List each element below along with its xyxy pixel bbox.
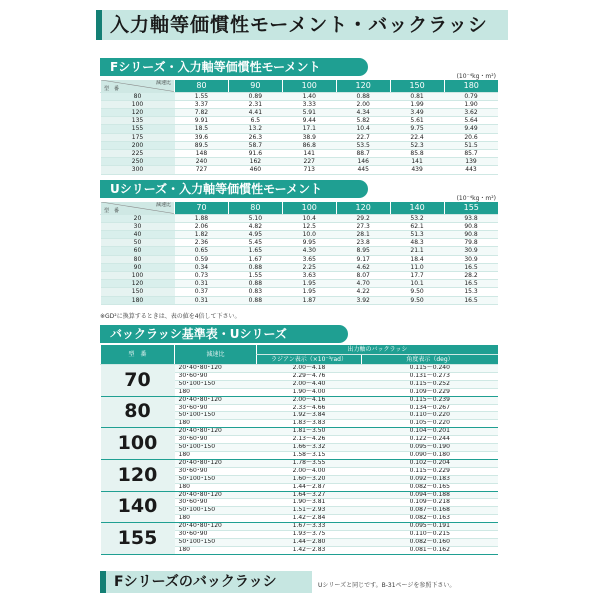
table-cell: 53.5	[336, 141, 390, 149]
table-cell: 3.63	[282, 271, 336, 279]
degree-value-cell: 0.102〜0.204	[362, 459, 499, 467]
table-cell: 13.2	[228, 125, 282, 133]
header-output-backlash: 出力軸のバックラッシ	[257, 345, 499, 355]
degree-value-cell: 0.122〜0.244	[362, 436, 499, 444]
backlash-standard-heading: バックラッシ基準表・Uシリーズ	[100, 325, 348, 343]
table-cell: 51.3	[390, 230, 444, 238]
column-header-model: 180	[444, 80, 498, 92]
header-ratio: 減速比	[175, 345, 257, 365]
ratio-cell: 180	[175, 515, 257, 523]
table-cell: 1.95	[282, 280, 336, 288]
column-header-model: 100	[282, 202, 336, 214]
degree-value-cell: 0.090〜0.180	[362, 451, 499, 459]
radian-value-cell: 1.90〜4.00	[257, 388, 362, 396]
table-row	[101, 100, 499, 108]
degree-value-cell: 0.115〜0.229	[362, 467, 499, 475]
degree-value-cell: 0.131〜0.273	[362, 372, 499, 380]
table-cell: 3.65	[282, 255, 336, 263]
ratio-cell: 20･40･80･120	[175, 491, 257, 499]
radian-value-cell: 1.81〜3.50	[257, 428, 362, 436]
table-cell: 5.91	[282, 108, 336, 116]
radian-value-cell: 1.64〜3.27	[257, 491, 362, 499]
table-cell: 16.5	[444, 280, 498, 288]
table-cell: 11.0	[390, 263, 444, 271]
radian-value-cell: 2.29〜4.76	[257, 372, 362, 380]
table-cell: 4.95	[228, 230, 282, 238]
table-cell: 0.37	[175, 288, 229, 296]
degree-value-cell: 0.104〜0.201	[362, 428, 499, 436]
model-number-cell: 100	[101, 428, 175, 460]
ratio-cell: 50･100･150	[175, 538, 257, 546]
table-row	[101, 491, 499, 499]
table-cell: 4.30	[282, 247, 336, 255]
ratio-cell: 30･60･90	[175, 404, 257, 412]
table-cell: 52.3	[390, 141, 444, 149]
table-header-row	[101, 202, 499, 214]
degree-value-cell: 0.082〜0.160	[362, 538, 499, 546]
table-cell: 15.3	[444, 288, 498, 296]
table-cell: 51.5	[444, 141, 498, 149]
table-cell: 58.7	[228, 141, 282, 149]
row-header-ratio: 120	[101, 280, 175, 288]
column-header-model: 155	[444, 202, 498, 214]
table-cell: 17.7	[390, 271, 444, 279]
header-model: 型 番	[101, 345, 175, 365]
degree-value-cell: 0.109〜0.218	[362, 499, 499, 507]
table-cell: 3.33	[282, 100, 336, 108]
table-row	[101, 523, 499, 531]
table-cell: 0.59	[175, 255, 229, 263]
table-cell: 1.82	[175, 230, 229, 238]
table-cell: 1.88	[175, 214, 229, 222]
degree-value-cell: 0.094〜0.188	[362, 491, 499, 499]
table-cell: 22.4	[390, 133, 444, 141]
table-cell: 23.8	[336, 239, 390, 247]
ratio-cell: 30･60･90	[175, 499, 257, 507]
table-cell: 139	[444, 158, 498, 166]
table-row	[101, 271, 499, 279]
ratio-cell: 180	[175, 483, 257, 491]
u-series-unit: (10⁻⁴kg・m²)	[456, 195, 496, 202]
table-row	[101, 92, 499, 100]
radian-value-cell: 1.83〜3.83	[257, 420, 362, 428]
table-cell: 18.5	[175, 125, 229, 133]
ratio-cell: 180	[175, 546, 257, 554]
degree-value-cell: 0.134〜0.267	[362, 404, 499, 412]
column-header-model: 100	[282, 80, 336, 92]
table-cell: 5.61	[390, 117, 444, 125]
table-cell: 0.88	[228, 263, 282, 271]
ratio-cell: 180	[175, 451, 257, 459]
table-cell: 5.45	[228, 239, 282, 247]
model-number-cell: 70	[101, 365, 175, 397]
table-cell: 0.31	[175, 280, 229, 288]
table-cell: 2.36	[175, 239, 229, 247]
model-number-cell: 120	[101, 459, 175, 491]
table-cell: 4.22	[336, 288, 390, 296]
radian-value-cell: 2.00〜4.16	[257, 396, 362, 404]
table-cell: 38.9	[282, 133, 336, 141]
table-cell: 445	[336, 166, 390, 174]
row-header-ratio: 80	[101, 255, 175, 263]
table-cell: 9.49	[444, 125, 498, 133]
table-cell: 5.64	[444, 117, 498, 125]
table-cell: 90.8	[444, 230, 498, 238]
table-cell: 1.40	[282, 92, 336, 100]
table-cell: 18.4	[390, 255, 444, 263]
table-cell: 2.00	[336, 100, 390, 108]
table-row	[101, 166, 499, 174]
row-header-ratio: 180	[101, 296, 175, 304]
f-series-backlash-heading: Fシリーズのバックラッシ	[100, 571, 312, 593]
table-cell: 1.65	[228, 247, 282, 255]
table-cell: 93.8	[444, 214, 498, 222]
table-cell: 89.5	[175, 141, 229, 149]
table-cell: 1.90	[444, 100, 498, 108]
table-cell: 0.31	[175, 296, 229, 304]
column-header-model: 120	[336, 80, 390, 92]
table-cell: 53.2	[390, 214, 444, 222]
degree-value-cell: 0.081〜0.162	[362, 546, 499, 554]
f-series-inertia-heading: Fシリーズ・入力軸等価慣性モーメント	[100, 58, 368, 76]
model-number-cell: 155	[101, 523, 175, 555]
table-cell: 62.1	[390, 222, 444, 230]
ratio-cell: 180	[175, 420, 257, 428]
column-header-model: 90	[228, 80, 282, 92]
table-cell: 1.55	[228, 271, 282, 279]
radian-value-cell: 1.78〜3.55	[257, 459, 362, 467]
table-cell: 0.79	[444, 92, 498, 100]
table-cell: 29.2	[336, 214, 390, 222]
corner-ratio-label: 減速比	[155, 202, 171, 208]
table-cell: 5.82	[336, 117, 390, 125]
corner-model-label: 型 番	[104, 207, 120, 214]
radian-value-cell: 1.92〜3.84	[257, 412, 362, 420]
table-row	[101, 239, 499, 247]
ratio-cell: 30･60･90	[175, 372, 257, 380]
ratio-cell: 50･100･150	[175, 507, 257, 515]
table-row	[101, 149, 499, 157]
table-cell: 20.6	[444, 133, 498, 141]
table-row	[101, 158, 499, 166]
row-header-ratio: 50	[101, 239, 175, 247]
table-cell: 10.4	[282, 214, 336, 222]
table-cell: 3.62	[444, 108, 498, 116]
table-cell: 240	[175, 158, 229, 166]
ratio-cell: 20･40･80･120	[175, 459, 257, 467]
table-cell: 0.88	[228, 280, 282, 288]
table-cell: 10.4	[336, 125, 390, 133]
degree-value-cell: 0.109〜0.229	[362, 388, 499, 396]
ratio-cell: 20･40･80･120	[175, 365, 257, 373]
table-cell: 4.62	[336, 263, 390, 271]
header-degree: 角度表示（deg）	[362, 355, 499, 365]
degree-value-cell: 0.110〜0.215	[362, 531, 499, 539]
radian-value-cell: 1.58〜3.15	[257, 451, 362, 459]
table-row	[101, 108, 499, 116]
table-row	[101, 288, 499, 296]
u-series-inertia-heading: Uシリーズ・入力軸等価慣性モーメント	[100, 180, 368, 198]
table-cell: 5.10	[228, 214, 282, 222]
ratio-cell: 50･100･150	[175, 380, 257, 388]
table-cell: 16.5	[444, 296, 498, 304]
table-cell: 0.88	[336, 92, 390, 100]
degree-value-cell: 0.115〜0.240	[362, 365, 499, 373]
table-cell: 0.73	[175, 271, 229, 279]
column-header-model: 80	[228, 202, 282, 214]
ratio-cell: 50･100･150	[175, 475, 257, 483]
ratio-cell: 20･40･80･120	[175, 523, 257, 531]
table-cell: 4.82	[228, 222, 282, 230]
table-cell: 90.8	[444, 222, 498, 230]
table-row	[101, 125, 499, 133]
radian-value-cell: 2.00〜4.40	[257, 380, 362, 388]
radian-value-cell: 1.42〜2.83	[257, 546, 362, 554]
radian-value-cell: 1.66〜3.32	[257, 444, 362, 452]
corner-model-label: 型 番	[104, 85, 120, 92]
degree-value-cell: 0.082〜0.163	[362, 515, 499, 523]
row-header-ratio: 30	[101, 222, 175, 230]
radian-value-cell: 1.42〜2.84	[257, 515, 362, 523]
table-cell: 146	[336, 158, 390, 166]
row-header-ratio: 150	[101, 288, 175, 296]
table-cell: 4.41	[228, 108, 282, 116]
column-header-model: 80	[175, 80, 229, 92]
table-cell: 88.7	[336, 149, 390, 157]
table-cell: 0.88	[228, 296, 282, 304]
table-cell: 1.87	[282, 296, 336, 304]
table-cell: 3.92	[336, 296, 390, 304]
column-header-model: 120	[336, 202, 390, 214]
backlash-table	[100, 345, 498, 555]
table-cell: 443	[444, 166, 498, 174]
row-header-ratio: 250	[101, 158, 175, 166]
corner-ratio-label: 減速比	[155, 80, 171, 86]
radian-value-cell: 2.00〜4.18	[257, 365, 362, 373]
degree-value-cell: 0.115〜0.239	[362, 396, 499, 404]
table-cell: 16.5	[444, 263, 498, 271]
table-cell: 30.9	[444, 247, 498, 255]
column-header-model: 140	[390, 202, 444, 214]
table-row	[101, 296, 499, 304]
degree-value-cell: 0.105〜0.220	[362, 420, 499, 428]
table-cell: 48.3	[390, 239, 444, 247]
table-row	[101, 428, 499, 436]
table-cell: 12.5	[282, 222, 336, 230]
table-row	[101, 247, 499, 255]
table-cell: 460	[228, 166, 282, 174]
row-header-ratio: 100	[101, 271, 175, 279]
table-cell: 727	[175, 166, 229, 174]
table-cell: 26.3	[228, 133, 282, 141]
table-cell: 0.65	[175, 247, 229, 255]
radian-value-cell: 1.60〜3.20	[257, 475, 362, 483]
table-cell: 17.1	[282, 125, 336, 133]
table-cell: 7.82	[175, 108, 229, 116]
table-cell: 28.1	[336, 230, 390, 238]
row-header-ratio: 135	[101, 117, 175, 125]
table-cell: 85.7	[444, 149, 498, 157]
table-cell: 162	[228, 158, 282, 166]
ratio-cell: 50･100･150	[175, 412, 257, 420]
table-cell: 30.9	[444, 255, 498, 263]
table-cell: 1.99	[390, 100, 444, 108]
u-series-inertia-table	[100, 202, 498, 305]
table-cell: 21.1	[390, 247, 444, 255]
ratio-cell: 30･60･90	[175, 467, 257, 475]
table-cell: 28.2	[444, 271, 498, 279]
row-header-ratio: 155	[101, 125, 175, 133]
table-cell: 9.75	[390, 125, 444, 133]
ratio-cell: 20･40･80･120	[175, 396, 257, 404]
table-row	[101, 459, 499, 467]
table-row	[101, 396, 499, 404]
ratio-cell: 180	[175, 388, 257, 396]
ratio-cell: 30･60･90	[175, 531, 257, 539]
table-cell: 9.50	[390, 288, 444, 296]
ratio-cell: 20･40･80･120	[175, 428, 257, 436]
table-cell: 9.95	[282, 239, 336, 247]
degree-value-cell: 0.095〜0.190	[362, 444, 499, 452]
table-cell: 4.70	[336, 280, 390, 288]
header-radian: ラジアン表示（×10⁻³rad）	[257, 355, 362, 365]
row-header-ratio: 300	[101, 166, 175, 174]
table-row	[101, 280, 499, 288]
radian-value-cell: 1.44〜2.87	[257, 483, 362, 491]
radian-value-cell: 1.93〜3.75	[257, 531, 362, 539]
ratio-cell: 50･100･150	[175, 444, 257, 452]
table-cell: 10.1	[390, 280, 444, 288]
row-header-ratio: 20	[101, 214, 175, 222]
f-series-backlash-note: Uシリーズと同じです。B-31ページを参照下さい。	[318, 582, 456, 589]
table-header-row	[101, 80, 499, 92]
table-cell: 39.6	[175, 133, 229, 141]
row-header-ratio: 90	[101, 263, 175, 271]
table-cell: 141	[282, 149, 336, 157]
table-cell: 713	[282, 166, 336, 174]
table-cell: 2.06	[175, 222, 229, 230]
radian-value-cell: 1.51〜2.93	[257, 507, 362, 515]
f-series-inertia-table	[100, 80, 498, 175]
table-cell: 9.91	[175, 117, 229, 125]
model-number-cell: 140	[101, 491, 175, 523]
row-header-ratio: 60	[101, 247, 175, 255]
radian-value-cell: 2.33〜4.66	[257, 404, 362, 412]
row-header-ratio: 40	[101, 230, 175, 238]
table-cell: 8.95	[336, 247, 390, 255]
row-header-ratio: 120	[101, 108, 175, 116]
table-cell: 10.0	[282, 230, 336, 238]
radian-value-cell: 1.44〜2.80	[257, 538, 362, 546]
page-title: 入力軸等価慣性モーメント・バックラッシ	[96, 10, 508, 40]
row-header-ratio: 175	[101, 133, 175, 141]
degree-value-cell: 0.110〜0.220	[362, 412, 499, 420]
ratio-cell: 30･60･90	[175, 436, 257, 444]
table-row	[101, 230, 499, 238]
table-cell: 1.95	[282, 288, 336, 296]
table-corner-cell	[101, 202, 175, 214]
table-cell: 9.17	[336, 255, 390, 263]
column-header-model: 150	[390, 80, 444, 92]
table-cell: 79.8	[444, 239, 498, 247]
table-header-row	[101, 345, 499, 355]
table-row	[101, 263, 499, 271]
table-row	[101, 222, 499, 230]
degree-value-cell: 0.095〜0.191	[362, 523, 499, 531]
table-cell: 3.37	[175, 100, 229, 108]
table-cell: 6.5	[228, 117, 282, 125]
table-cell: 1.67	[228, 255, 282, 263]
column-header-model: 70	[175, 202, 229, 214]
table-row	[101, 141, 499, 149]
degree-value-cell: 0.082〜0.165	[362, 483, 499, 491]
table-cell: 91.6	[228, 149, 282, 157]
row-header-ratio: 100	[101, 100, 175, 108]
table-cell: 22.7	[336, 133, 390, 141]
degree-value-cell: 0.092〜0.183	[362, 475, 499, 483]
row-header-ratio: 80	[101, 92, 175, 100]
table-cell: 86.8	[282, 141, 336, 149]
gd2-conversion-note: ※GD²に換算するときは、表の値を4倍して下さい。	[100, 313, 241, 320]
radian-value-cell: 1.90〜3.81	[257, 499, 362, 507]
model-number-cell: 80	[101, 396, 175, 428]
table-row	[101, 255, 499, 263]
degree-value-cell: 0.087〜0.168	[362, 507, 499, 515]
table-cell: 27.3	[336, 222, 390, 230]
table-cell: 0.83	[228, 288, 282, 296]
table-cell: 141	[390, 158, 444, 166]
radian-value-cell: 2.00〜4.00	[257, 467, 362, 475]
table-cell: 1.55	[175, 92, 229, 100]
f-series-unit: (10⁻⁴kg・m²)	[456, 73, 496, 80]
table-cell: 2.31	[228, 100, 282, 108]
table-cell: 2.25	[282, 263, 336, 271]
table-cell: 9.44	[282, 117, 336, 125]
table-row	[101, 133, 499, 141]
table-cell: 8.07	[336, 271, 390, 279]
table-cell: 9.50	[390, 296, 444, 304]
radian-value-cell: 2.13〜4.26	[257, 436, 362, 444]
table-cell: 3.49	[390, 108, 444, 116]
table-cell: 439	[390, 166, 444, 174]
table-cell: 0.89	[228, 92, 282, 100]
table-corner-cell	[101, 80, 175, 92]
row-header-ratio: 225	[101, 149, 175, 157]
table-row	[101, 214, 499, 222]
row-header-ratio: 200	[101, 141, 175, 149]
table-cell: 148	[175, 149, 229, 157]
degree-value-cell: 0.115〜0.252	[362, 380, 499, 388]
table-row	[101, 365, 499, 373]
table-cell: 0.34	[175, 263, 229, 271]
table-cell: 0.81	[390, 92, 444, 100]
table-cell: 227	[282, 158, 336, 166]
table-cell: 4.34	[336, 108, 390, 116]
table-row	[101, 117, 499, 125]
radian-value-cell: 1.67〜3.33	[257, 523, 362, 531]
table-cell: 85.8	[390, 149, 444, 157]
